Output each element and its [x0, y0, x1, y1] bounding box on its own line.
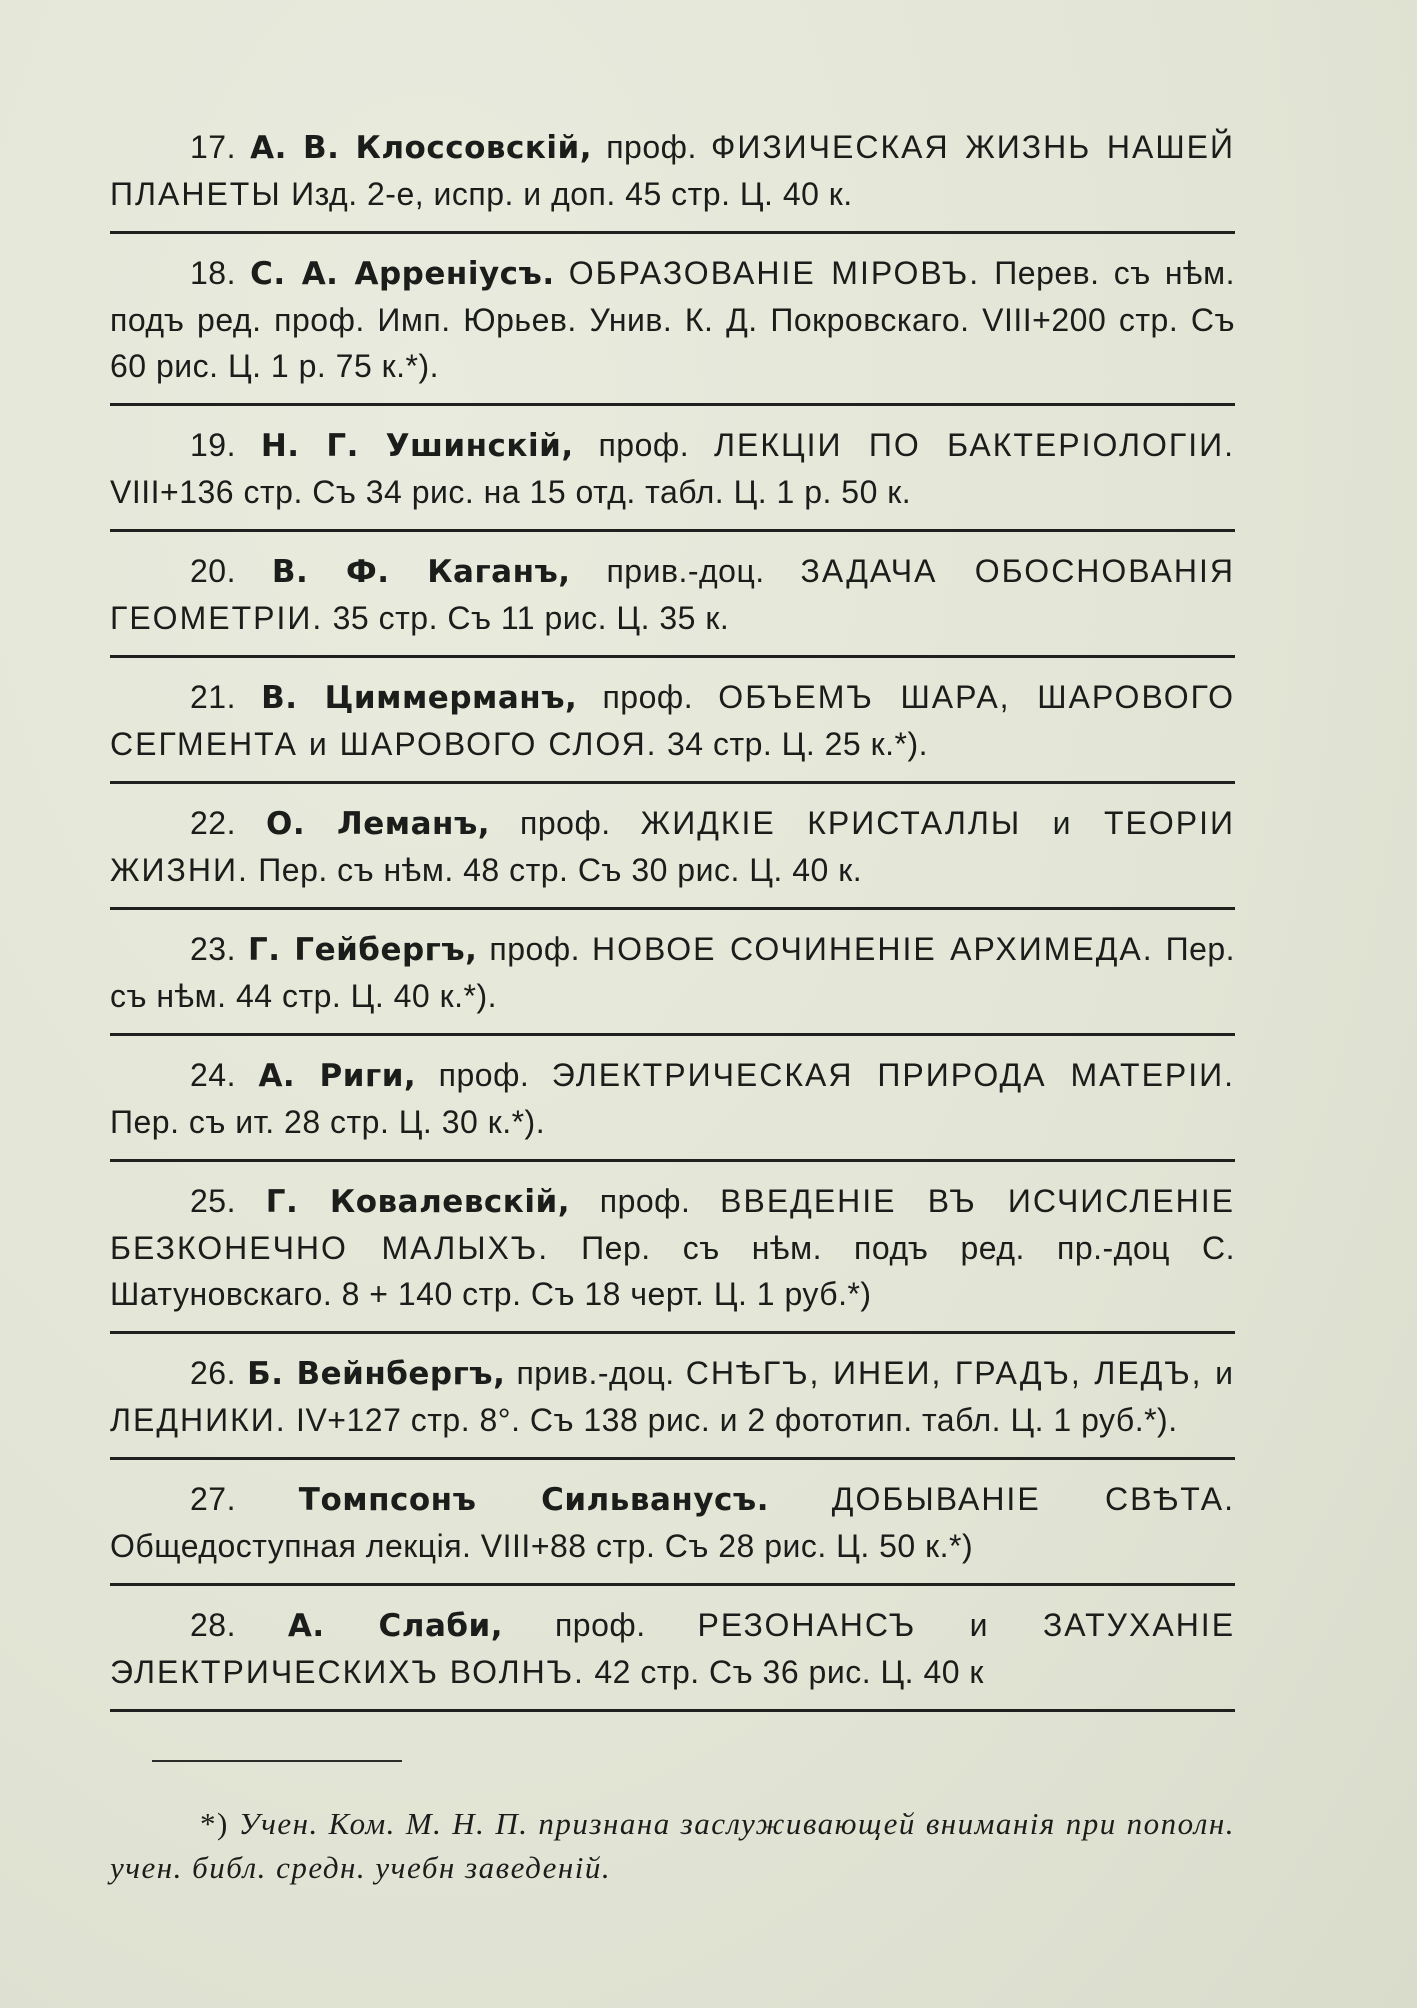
- entry-details: IV+127 стр. 8°. Съ 138 рис. и 2 фототип. табл. Ц. 1 руб.*).: [296, 1402, 1178, 1438]
- entry-details: Перев. съ нѣм. подъ ред. проф. Имп. Юрьев. Унив. К. Д. Покровскаго. VIII+200 стр. Съ 60 рис. Ц. 1 р. 75 к.*).: [110, 255, 1236, 384]
- catalog-entry: [110, 1472, 1235, 1575]
- catalog-entry: [110, 418, 1235, 521]
- divider-rule: [110, 1331, 1235, 1334]
- entry-number: 21.: [190, 679, 236, 715]
- entry-details: Изд. 2-е, испр. и доп. 45 стр. Ц. 40 к.: [291, 176, 853, 212]
- catalog-entry: [110, 670, 1235, 773]
- divider-rule: [110, 529, 1235, 532]
- entry-number: 20.: [190, 553, 236, 589]
- divider-rule: [110, 781, 1235, 784]
- entry-title: ОБЪЕМЪ ШАРА, ШАРОВОГО СЕГМЕНТА и ШАРОВОГО СЛОЯ.: [110, 679, 1236, 762]
- entry-role: проф.: [599, 1183, 691, 1219]
- catalog-entry: [110, 796, 1235, 899]
- entry-author: В. Ф. Каганъ,: [271, 554, 571, 590]
- divider-rule: [110, 1583, 1235, 1586]
- entry-details: Пер. съ ит. 28 стр. Ц. 30 к.*).: [110, 1104, 546, 1140]
- catalog-entry: [110, 246, 1235, 395]
- entry-title: СНѢГЪ, ИНЕИ, ГРАДЪ, ЛЕДЪ, и ЛЕДНИКИ.: [110, 1355, 1236, 1438]
- entry-title: ОБРАЗОВАНІЕ МІРОВЪ.: [568, 255, 981, 291]
- entry-details: Общедоступная лекція. VIII+88 стр. Съ 28 рис. Ц. 50 к.*): [110, 1528, 974, 1564]
- entry-role: проф.: [606, 129, 697, 165]
- divider-rule: [110, 1709, 1235, 1712]
- entry-details: 34 стр. Ц. 25 к.*).: [666, 726, 928, 762]
- entry-role: проф.: [520, 805, 611, 841]
- divider-rule: [110, 907, 1235, 910]
- entry-number: 27.: [190, 1481, 236, 1517]
- entry-author: А. В. Клоссовскій,: [250, 130, 593, 166]
- entry-author: Б. Вейнбергъ,: [247, 1356, 506, 1392]
- entry-title: ДОБЫВАНІЕ СВѢТА.: [831, 1481, 1236, 1517]
- entry-title: ВВЕДЕНІЕ ВЪ ИСЧИСЛЕНІЕ БЕЗКОНЕЧНО МАЛЫХЪ.: [110, 1183, 1235, 1266]
- entry-role: проф.: [489, 931, 581, 967]
- entry-details: 35 стр. Съ 11 рис. Ц. 35 к.: [332, 600, 730, 636]
- divider-rule: [110, 403, 1235, 406]
- entry-title: ЗАДАЧА ОБОСНОВАНІЯ ГЕОМЕТРІИ.: [110, 553, 1236, 636]
- entry-title: РЕЗОНАНСЪ и ЗАТУХАНІЕ ЭЛЕКТРИЧЕСКИХЪ ВОЛНЪ.: [110, 1607, 1236, 1690]
- entry-role: прив.-доц.: [606, 553, 765, 589]
- catalog-entry: [110, 1598, 1235, 1701]
- catalog-page: [110, 120, 1235, 1890]
- entry-details: Пер. съ нѣм. 44 стр. Ц. 40 к.*).: [110, 931, 1236, 1014]
- entry-title: ФИЗИЧЕСКАЯ ЖИЗНЬ НАШЕЙ ПЛАНЕТЫ: [110, 129, 1235, 212]
- entry-number: 18.: [190, 255, 236, 291]
- entry-author: О. Леманъ,: [265, 806, 491, 842]
- entry-author: В. Циммерманъ,: [261, 680, 578, 716]
- footnote-text: Учен. Ком. М. Н. П. признана заслуживающей вниманія при пополн. учен. библ. средн. учебн заведеній.: [110, 1806, 1235, 1885]
- entry-number: 25.: [190, 1183, 236, 1219]
- entry-role: проф.: [554, 1607, 646, 1643]
- divider-rule: [110, 231, 1235, 234]
- entry-role: прив.-доц.: [516, 1355, 675, 1391]
- divider-rule: [110, 1033, 1235, 1036]
- entry-number: 24.: [190, 1057, 236, 1093]
- entry-role: проф.: [602, 679, 694, 715]
- divider-rule: [110, 1159, 1235, 1162]
- entry-role: проф.: [438, 1057, 530, 1093]
- entry-title: ЖИДКІЕ КРИСТАЛЛЫ и ТЕОРІИ ЖИЗНИ.: [110, 805, 1236, 888]
- catalog-entry: [110, 544, 1235, 647]
- catalog-entry: [110, 120, 1235, 223]
- footnote-separator: [152, 1760, 402, 1762]
- entry-title: НОВОЕ СОЧИНЕНІЕ АРХИМЕДА.: [592, 931, 1154, 967]
- entry-number: 17.: [190, 129, 236, 165]
- entry-author: Г. Ковалевскій,: [265, 1184, 570, 1220]
- entry-number: 23.: [190, 931, 236, 967]
- entry-author: Томпсонъ Сильванусъ.: [298, 1482, 769, 1518]
- entry-title: ЭЛЕКТРИЧЕСКАЯ ПРИРОДА МАТЕРІИ.: [551, 1057, 1236, 1093]
- entry-author: С. А. Арреніусъ.: [250, 256, 555, 292]
- entry-author: Г. Гейбергъ,: [247, 932, 478, 968]
- entry-number: 19.: [190, 427, 236, 463]
- entry-details: Пер. съ нѣм. подъ ред. пр.-доц С. Шатуновскаго. 8 + 140 стр. Съ 18 черт. Ц. 1 руб.*): [110, 1230, 1236, 1312]
- catalog-entry: [110, 1346, 1235, 1449]
- entry-role: проф.: [598, 427, 690, 463]
- entry-author: Н. Г. Ушинскій,: [260, 428, 574, 464]
- footnote: [110, 1802, 1235, 1890]
- entry-number: 28.: [190, 1607, 236, 1643]
- catalog-entry: [110, 1048, 1235, 1151]
- entry-title: ЛЕКЦІИ ПО БАКТЕРІОЛОГІИ.: [713, 427, 1236, 463]
- catalog-entry: [110, 922, 1235, 1025]
- entry-author: А. Слаби,: [287, 1608, 504, 1644]
- entry-author: А. Риги,: [258, 1058, 417, 1094]
- divider-rule: [110, 655, 1235, 658]
- divider-rule: [110, 1457, 1235, 1460]
- entry-number: 26.: [190, 1355, 236, 1391]
- footnote-mark: *): [200, 1806, 229, 1841]
- entry-details: Пер. съ нѣм. 48 стр. Съ 30 рис. Ц. 40 к.: [258, 852, 863, 888]
- entry-number: 22.: [190, 805, 236, 841]
- entry-details: VIII+136 стр. Съ 34 рис. на 15 отд. табл. Ц. 1 р. 50 к.: [110, 474, 912, 510]
- entry-details: 42 стр. Съ 36 рис. Ц. 40 к: [594, 1654, 984, 1690]
- catalog-entry: [110, 1174, 1235, 1323]
